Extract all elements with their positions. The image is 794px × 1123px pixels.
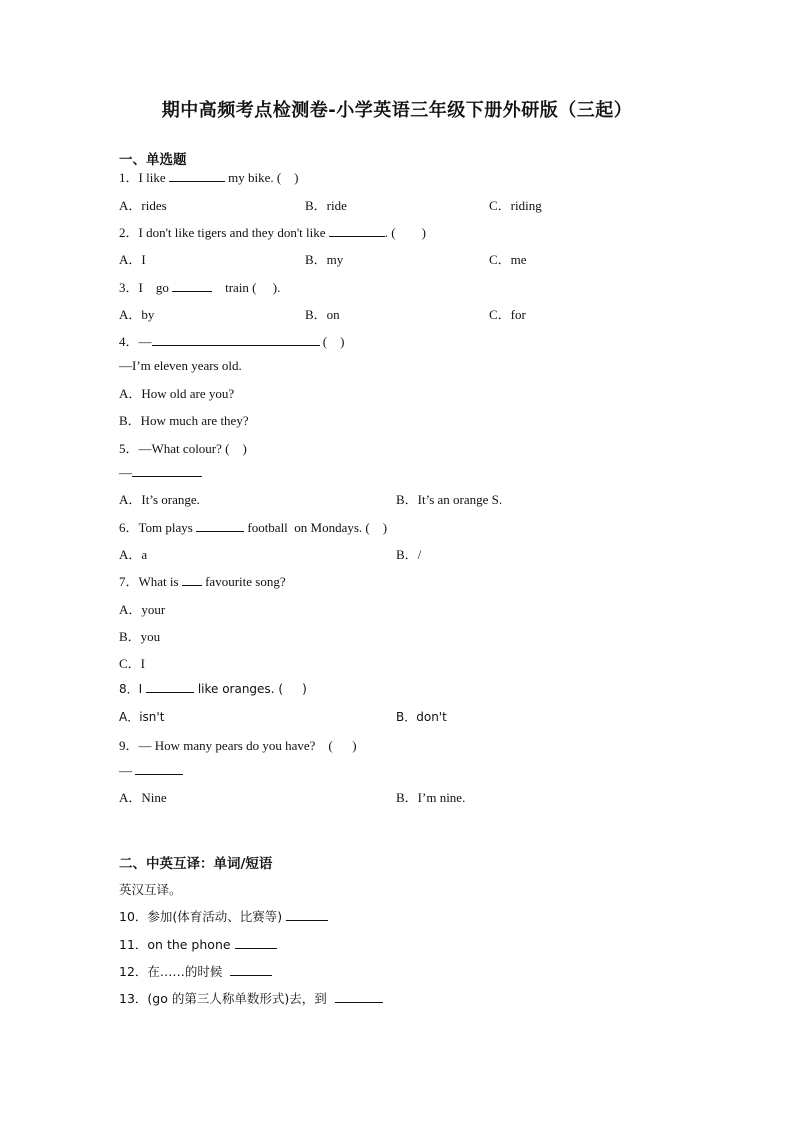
- answer-blank: [286, 908, 328, 921]
- translation-item-12: 12．在……的时候: [119, 962, 272, 980]
- option-b: B．you: [119, 629, 161, 644]
- option-b: B．my: [305, 252, 344, 267]
- answer-blank: [169, 169, 225, 182]
- question-9-answer: —: [119, 762, 183, 779]
- option-b: B．on: [305, 307, 340, 322]
- section-instruction: 英汉互译。: [119, 882, 182, 897]
- question-4: 4．— ( ): [119, 334, 345, 349]
- question-6: 6．Tom plays football on Mondays. ( ): [119, 520, 388, 535]
- option-a: A．rides: [119, 198, 167, 213]
- translation-item-13: 13．(go 的第三人称单数形式)去，到: [119, 989, 383, 1007]
- option-b: B．It’s an orange S.: [396, 492, 503, 507]
- option-b: B．How much are they?: [119, 413, 249, 428]
- section-heading-single-choice: 一、单选题: [119, 152, 187, 168]
- answer-blank: [172, 279, 212, 292]
- answer-blank: [329, 224, 385, 237]
- section-heading-translation: 二、中英互译：单词/短语: [119, 856, 273, 872]
- answer-blank: [146, 680, 194, 693]
- answer-blank: [132, 464, 202, 477]
- question-1: 1．I like my bike. ( ): [119, 170, 299, 185]
- page-title: 期中高频考点检测卷-小学英语三年级下册外研版（三起）: [161, 100, 633, 121]
- question-5-answer: —: [119, 464, 202, 481]
- option-a: A．Nine: [119, 790, 167, 805]
- option-a: A．your: [119, 602, 166, 617]
- question-3: 3．I go train ( ).: [119, 280, 281, 295]
- option-c: C．me: [489, 252, 527, 267]
- option-b: B．ride: [305, 198, 347, 213]
- option-a: A．by: [119, 307, 155, 322]
- answer-blank: [152, 333, 320, 346]
- option-c: C．for: [489, 307, 526, 322]
- option-c: C．I: [119, 656, 146, 671]
- option-a: A．isn't: [119, 710, 165, 724]
- answer-blank: [235, 936, 277, 949]
- translation-item-10: 10．参加(体育活动、比赛等): [119, 907, 328, 925]
- option-a: A．I: [119, 252, 146, 267]
- question-9: 9．— How many pears do you have? ( ): [119, 738, 357, 753]
- answer-blank: [182, 573, 202, 586]
- option-a: A．How old are you?: [119, 386, 235, 401]
- question-8: 8．I like oranges. ( ): [119, 682, 307, 696]
- option-a: A．a: [119, 547, 148, 562]
- option-b: B．/: [396, 547, 422, 562]
- answer-blank: [335, 990, 383, 1003]
- translation-item-11: 11．on the phone: [119, 935, 277, 953]
- option-c: C．riding: [489, 198, 542, 213]
- answer-blank: [196, 519, 244, 532]
- question-2: 2．I don't like tigers and they don't like . ( ): [119, 225, 426, 240]
- question-5: 5．—What colour? ( ): [119, 441, 247, 456]
- option-b: B．I’m nine.: [396, 790, 466, 805]
- question-4-answer: —I’m eleven years old.: [119, 358, 242, 373]
- answer-blank: [230, 963, 272, 976]
- option-a: A．It’s orange.: [119, 492, 200, 507]
- question-7: 7．What is favourite song?: [119, 574, 286, 589]
- answer-blank: [135, 762, 183, 775]
- option-b: B．don't: [396, 710, 447, 724]
